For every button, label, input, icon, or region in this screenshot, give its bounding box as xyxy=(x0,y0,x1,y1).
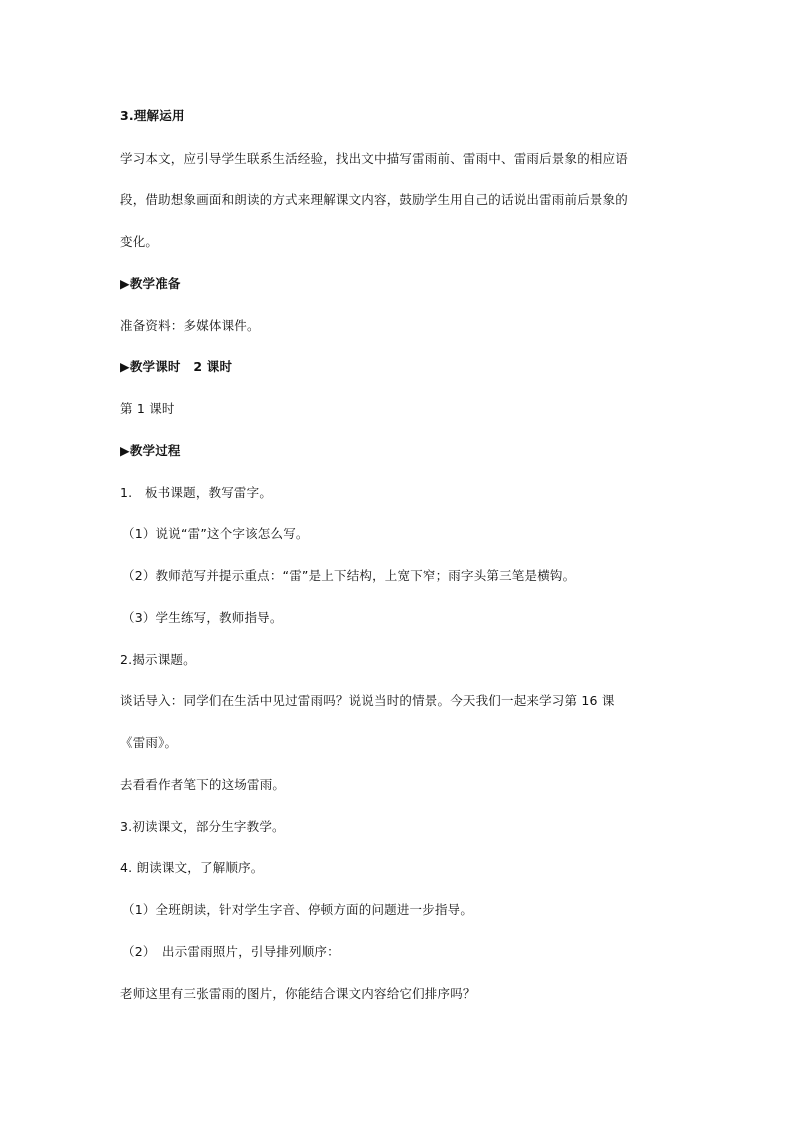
step-3: 3.初读课文，部分生字教学。 xyxy=(120,819,285,834)
intro-text-line-3: 去看看作者笔下的这场雷雨。 xyxy=(120,777,286,792)
heading-teaching-process: ▶教学过程 xyxy=(120,443,181,458)
heading-teaching-periods: ▶教学课时 2 课时 xyxy=(120,359,233,374)
heading-teaching-preparation: ▶教学准备 xyxy=(120,276,181,291)
intro-text-line-2: 《雷雨》。 xyxy=(120,735,178,750)
paragraph-line-2: 段，借助想象画面和朗读的方式来理解课文内容，鼓励学生用自己的话说出雷雨前后景象的 xyxy=(120,192,629,207)
substep-4-1: （1）全班朗读，针对学生字音、停顿方面的问题进一步指导。 xyxy=(122,902,474,917)
text-first-period: 第 1 课时 xyxy=(120,401,175,416)
question-text: 老师这里有三张雷雨的图片，你能结合课文内容给它们排序吗？ xyxy=(120,986,476,1001)
step-4: 4. 朗读课文，了解顺序。 xyxy=(120,860,264,875)
substep-4-2: （2） 出示雷雨照片，引导排列顺序： xyxy=(122,944,340,959)
step-2: 2.揭示课题。 xyxy=(120,652,196,667)
substep-1-2: （2）教师范写并提示重点：“雷”是上下结构，上宽下窄；雨字头第三笔是横钩。 xyxy=(122,568,576,583)
paragraph-line-1: 学习本文，应引导学生联系生活经验，找出文中描写雷雨前、雷雨中、雷雨后景象的相应语 xyxy=(120,151,629,166)
substep-1-3: （3）学生练写，教师指导。 xyxy=(122,610,283,625)
step-1: 1. 板书课题，教写雷字。 xyxy=(120,485,273,500)
paragraph-line-3: 变化。 xyxy=(120,234,159,249)
section-heading-understand-apply: 3.理解运用 xyxy=(120,108,185,123)
substep-1-1: （1）说说“雷”这个字该怎么写。 xyxy=(122,526,309,541)
text-preparation-materials: 准备资料：多媒体课件。 xyxy=(120,318,260,333)
intro-text-line-1: 谈话导入：同学们在生活中见过雷雨吗？说说当时的情景。今天我们一起来学习第 16 课 xyxy=(120,693,615,708)
